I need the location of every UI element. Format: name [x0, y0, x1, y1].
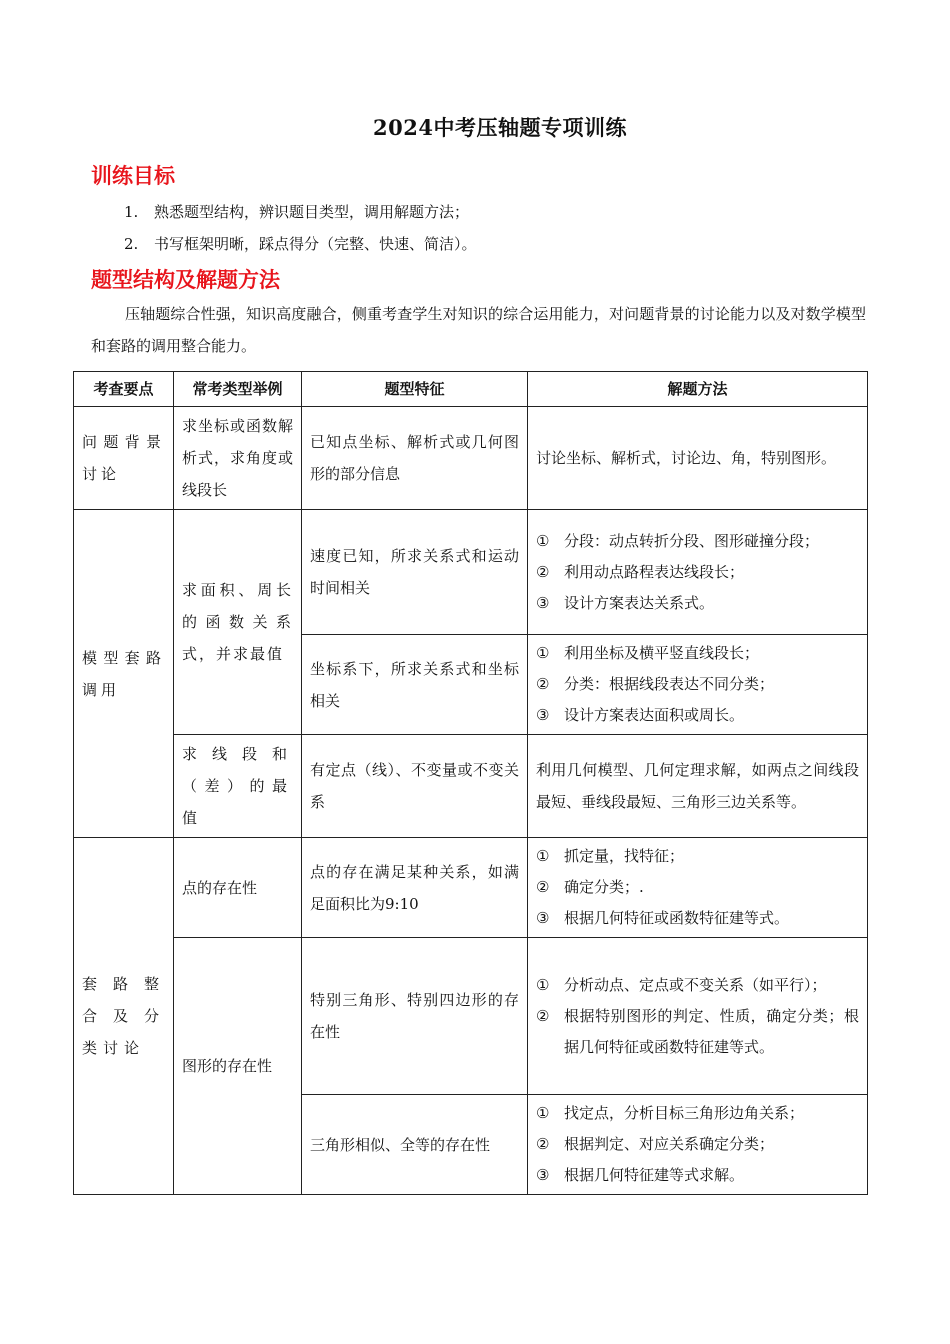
- step-item: [536, 638, 859, 669]
- table-row: [74, 938, 868, 1095]
- table-header-row: [74, 372, 868, 407]
- section-heading-structure: 题型结构及解题方法: [91, 268, 280, 292]
- goal-item-2: [124, 234, 477, 254]
- step-mark: ③: [536, 1166, 550, 1184]
- table-row: [74, 838, 868, 938]
- step-item: [536, 841, 859, 872]
- method-cell: 讨论坐标、解析式，讨论边、角，特别图形。: [528, 407, 868, 510]
- step-text: 根据判定、对应关系确定分类；: [564, 1135, 775, 1153]
- goal-number: 1.: [124, 203, 139, 221]
- header-cell: 解题方法: [528, 372, 868, 407]
- step-mark: ①: [536, 847, 550, 865]
- page-title: 2024中考压轴题专项训练: [373, 115, 627, 140]
- step-text: 设计方案表达关系式。: [564, 593, 715, 612]
- method-cell: [528, 1095, 868, 1195]
- method-cell: [528, 635, 868, 735]
- method-cell: [528, 938, 868, 1095]
- step-text: 分段：动点转折分段、图形碰撞分段；: [564, 531, 820, 550]
- step-mark: ①: [536, 644, 550, 662]
- step-text: 利用坐标及横平竖直线段长；: [564, 644, 760, 662]
- step-mark: ②: [536, 878, 550, 896]
- point-cell: 模型套路调用: [74, 510, 174, 838]
- type-cell: 求坐标或函数解析式，求角度或线段长: [174, 407, 302, 510]
- goal-number: 2.: [124, 235, 139, 253]
- step-mark: ②: [536, 675, 550, 693]
- table-row: [74, 407, 868, 510]
- goal-text: 书写框架明晰，踩点得分（完整、快速、简洁）。: [154, 235, 477, 253]
- step-mark: ①: [536, 1104, 550, 1122]
- header-cell: 考查要点: [74, 372, 174, 407]
- step-text: 分类：根据线段表达不同分类；: [564, 675, 775, 693]
- step-item: [536, 872, 859, 903]
- type-cell: 图形的存在性: [174, 938, 302, 1195]
- step-mark: ③: [536, 909, 550, 927]
- feature-cell: 速度已知，所求关系式和运动时间相关: [302, 510, 528, 635]
- step-item: [536, 1098, 859, 1129]
- feature-cell: 点的存在满足某种关系，如满足面积比为9:10: [302, 838, 528, 938]
- type-cell: 点的存在性: [174, 838, 302, 938]
- step-item: [536, 700, 859, 731]
- header-cell: 常考类型举例: [174, 372, 302, 407]
- step-text: 根据几何特征或函数特征建等式。: [564, 909, 790, 927]
- step-mark: ①: [536, 531, 550, 550]
- type-cell: 求面积、周长的函数关系式，并求最值: [174, 510, 302, 735]
- step-item: [536, 970, 859, 1001]
- section-heading-goals: 训练目标: [91, 164, 175, 188]
- table-row: [74, 510, 868, 635]
- method-table: [73, 371, 868, 1195]
- step-mark: ①: [536, 975, 550, 994]
- step-text: 设计方案表达面积或周长。: [564, 706, 745, 724]
- step-item: [536, 557, 859, 588]
- step-text: 确定分类；.: [564, 878, 644, 896]
- step-mark: ②: [536, 1006, 550, 1025]
- feature-cell: 有定点（线）、不变量或不变关系: [302, 735, 528, 838]
- step-mark: ③: [536, 593, 550, 612]
- feature-cell: 坐标系下，所求关系式和坐标相关: [302, 635, 528, 735]
- step-mark: ②: [536, 562, 550, 581]
- step-item: [536, 1129, 859, 1160]
- method-cell: [528, 838, 868, 938]
- method-cell: 利用几何模型、几何定理求解，如两点之间线段最短、垂线段最短、三角形三边关系等。: [528, 735, 868, 838]
- step-text: 根据几何特征建等式求解。: [564, 1166, 745, 1184]
- step-mark: ③: [536, 706, 550, 724]
- feature-cell: 三角形相似、全等的存在性: [302, 1095, 528, 1195]
- step-item: [536, 588, 859, 619]
- point-cell: 套路整合及分类讨论: [74, 838, 174, 1195]
- step-item: [536, 1160, 859, 1191]
- goal-item-1: [124, 202, 469, 222]
- step-item: [536, 669, 859, 700]
- step-mark: ②: [536, 1135, 550, 1153]
- step-text: 分析动点、定点或不变关系（如平行）；: [564, 975, 827, 994]
- header-cell: 题型特征: [302, 372, 528, 407]
- method-cell: [528, 510, 868, 635]
- feature-cell: 特别三角形、特别四边形的存在性: [302, 938, 528, 1095]
- step-text: 找定点，分析目标三角形边角关系；: [564, 1104, 805, 1122]
- point-cell: 问题背景讨论: [74, 407, 174, 510]
- step-text: 根据特别图形的判定、性质，确定分类；根据几何特征或函数特征建等式。: [564, 1006, 859, 1056]
- step-item: [536, 526, 859, 557]
- step-text: 利用动点路程表达线段长；: [564, 562, 745, 581]
- step-item: [536, 1001, 859, 1063]
- step-text: 抓定量，找特征；: [564, 847, 685, 865]
- feature-cell: 已知点坐标、解析式或几何图形的部分信息: [302, 407, 528, 510]
- type-cell: 求线段和（差）的最值: [174, 735, 302, 838]
- step-item: [536, 903, 859, 934]
- goal-text: 熟悉题型结构，辨识题目类型，调用解题方法；: [154, 203, 470, 221]
- table-row: [74, 735, 868, 838]
- intro-paragraph: 压轴题综合性强，知识高度融合，侧重考查学生对知识的综合运用能力，对问题背景的讨论能力以及对数学模型和套路的调用整合能力。: [91, 305, 866, 355]
